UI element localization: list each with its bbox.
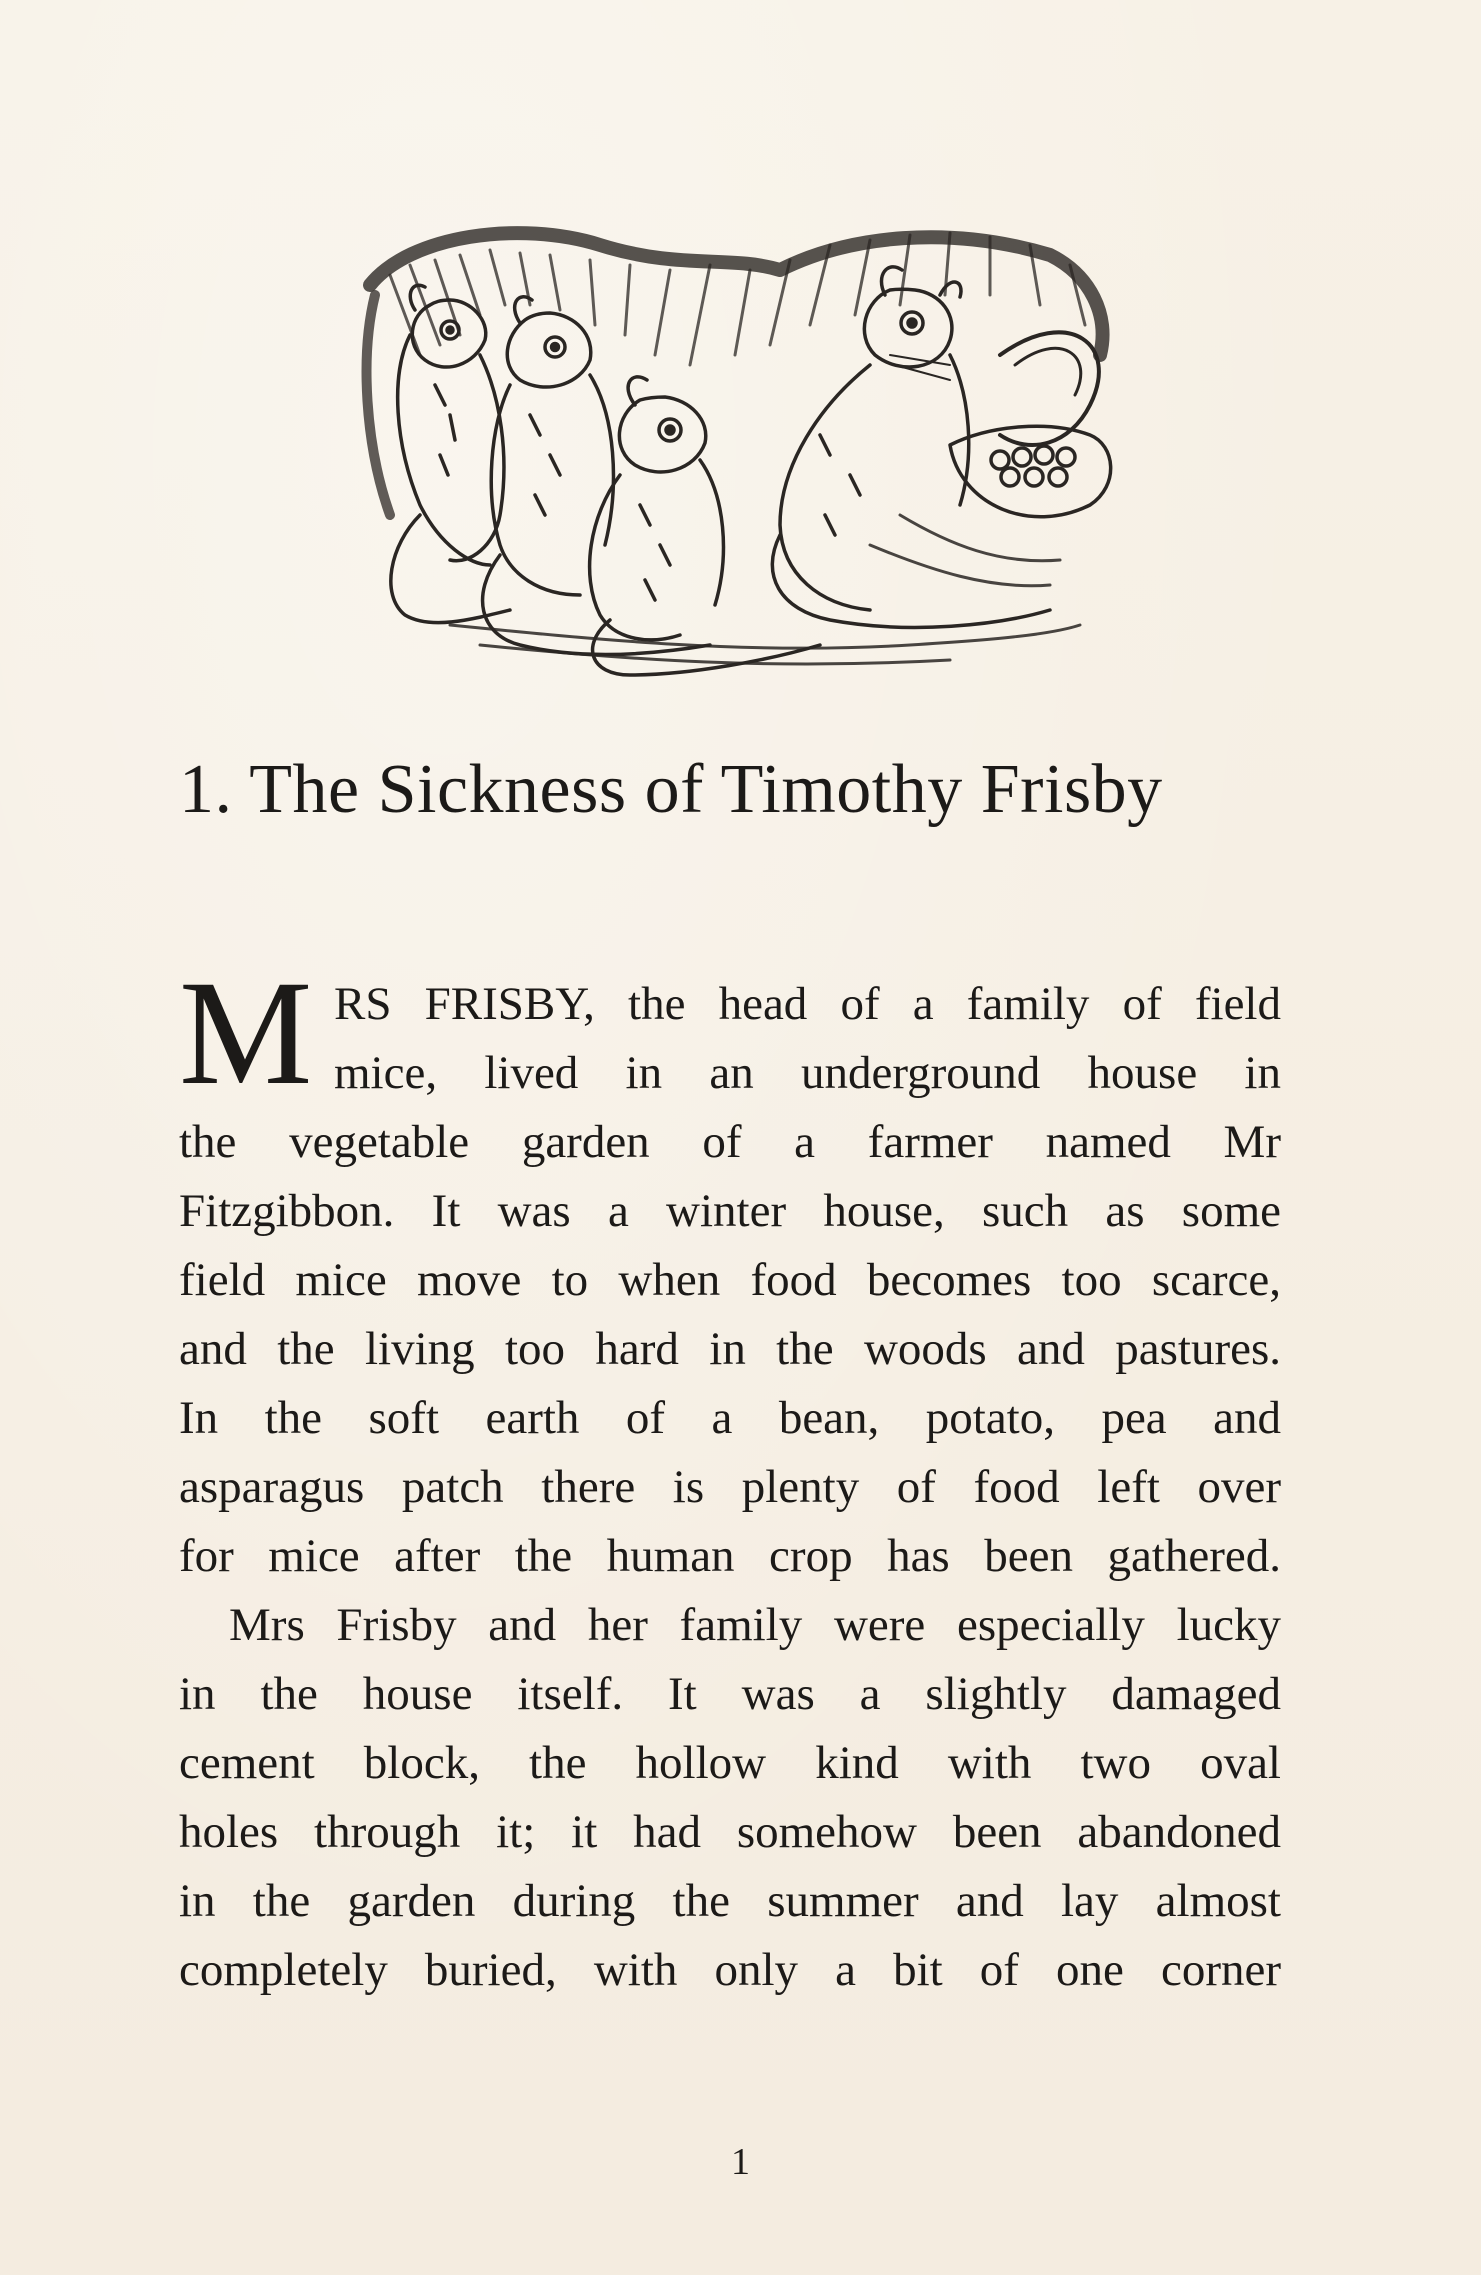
text-line: in the garden during the summer and lay almost: [179, 1875, 1281, 1927]
drop-cap: M: [179, 950, 313, 1116]
text-line: for mice after the human crop has been gathered.: [179, 1530, 1281, 1582]
text-line: in the house itself. It was a slightly damaged: [179, 1668, 1281, 1720]
text-line: field mice move to when food becomes too scarce,: [179, 1254, 1281, 1306]
text-line: RS FRISBY, the head of a family of field: [334, 978, 1281, 1030]
mice-illustration-icon: [350, 215, 1120, 685]
text-line: completely buried, with only a bit of one corner: [179, 1944, 1281, 1996]
paragraph-1: [179, 950, 1281, 2005]
text-line: cement block, the hollow kind with two oval: [179, 1737, 1281, 1789]
chapter-title: 1. The Sickness of Timothy Frisby: [179, 751, 1163, 828]
page-number: 1: [731, 2141, 750, 2183]
text-line: the vegetable garden of a farmer named Mr: [179, 1116, 1281, 1168]
text-line: mice, lived in an underground house in: [334, 1047, 1281, 1099]
text-line: and the living too hard in the woods and pastures.: [179, 1323, 1281, 1375]
text-line: In the soft earth of a bean, potato, pea and: [179, 1392, 1281, 1444]
text-line: Fitzgibbon. It was a winter house, such as some: [179, 1185, 1281, 1237]
text-line: holes through it; it had somehow been abandoned: [179, 1806, 1281, 1858]
text-line: asparagus patch there is plenty of food left over: [179, 1461, 1281, 1513]
text-line: Mrs Frisby and her family were especially lucky: [229, 1599, 1281, 1651]
